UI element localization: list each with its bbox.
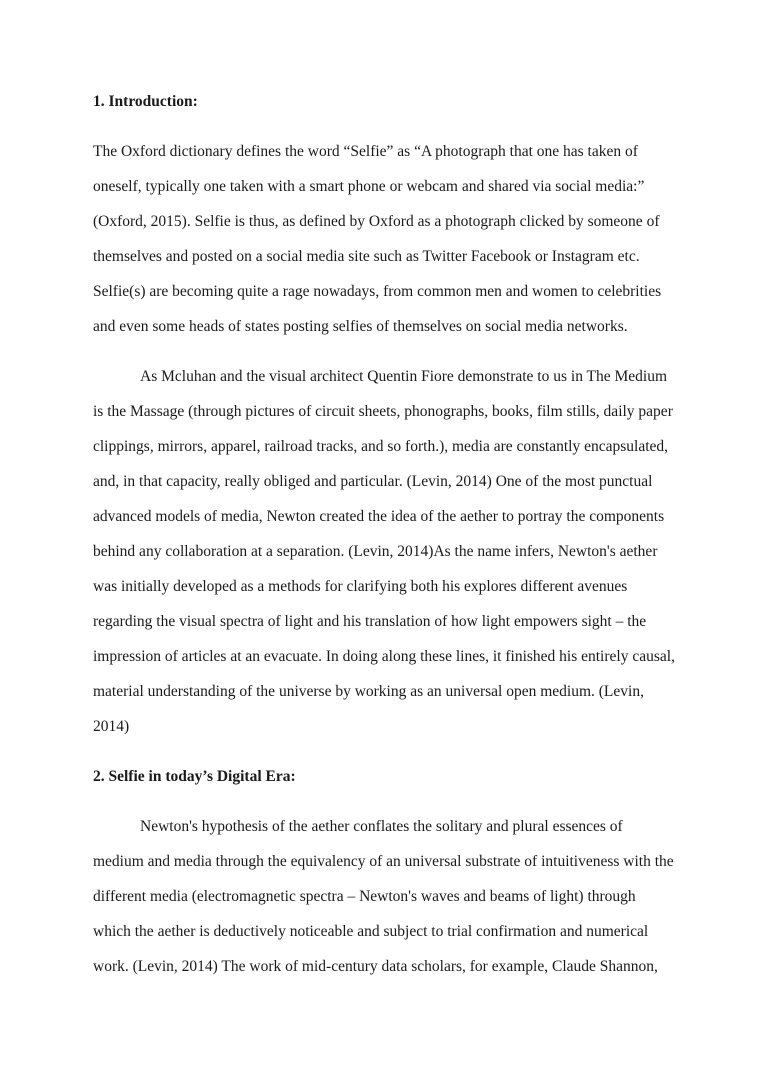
section-1-heading: 1. Introduction: bbox=[93, 93, 198, 110]
paragraph-line: different media (electromagnetic spectra – Newton's waves and beams of light) through bbox=[93, 888, 636, 905]
paragraph-line: regarding the visual spectra of light and his translation of how light empowers sight – the bbox=[93, 613, 647, 630]
paragraph-line: (Oxford, 2015). Selfie is thus, as defined by Oxford as a photograph clicked by someone of bbox=[93, 213, 660, 230]
paragraph-line: behind any collaboration at a separation. (Levin, 2014)As the name infers, Newton's aether bbox=[93, 543, 658, 560]
paragraph-line: As Mcluhan and the visual architect Quentin Fiore demonstrate to us in The Medium bbox=[140, 368, 668, 385]
paragraph-line: material understanding of the universe by working as an universal open medium. (Levin, bbox=[93, 683, 644, 700]
paragraph-line: and, in that capacity, really obliged and particular. (Levin, 2014) One of the most punctual bbox=[93, 473, 653, 490]
section-2-heading: 2. Selfie in today’s Digital Era: bbox=[93, 768, 296, 785]
paragraph-line: clippings, mirrors, apparel, railroad tracks, and so forth.), media are constantly encapsulated, bbox=[93, 438, 669, 455]
paragraph-line: themselves and posted on a social media site such as Twitter Facebook or Instagram etc. bbox=[93, 248, 640, 265]
paragraph-line: 2014) bbox=[93, 718, 130, 735]
paragraph-line: Selfie(s) are becoming quite a rage nowadays, from common men and women to celebrities bbox=[93, 283, 662, 300]
paragraph-line: and even some heads of states posting selfies of themselves on social media networks. bbox=[93, 318, 628, 335]
paragraph-line: The Oxford dictionary defines the word “Selfie” as “A photograph that one has taken of bbox=[93, 143, 638, 160]
paragraph-line: oneself, typically one taken with a smart phone or webcam and shared via social media:” bbox=[93, 178, 645, 195]
paragraph-line: medium and media through the equivalency of an universal substrate of intuitiveness with the bbox=[93, 853, 674, 870]
paragraph-line: work. (Levin, 2014) The work of mid-century data scholars, for example, Claude Shannon, bbox=[93, 958, 658, 975]
paragraph-line: which the aether is deductively noticeable and subject to trial confirmation and numerical bbox=[93, 923, 649, 940]
paragraph-line: is the Massage (through pictures of circuit sheets, phonographs, books, film stills, daily paper bbox=[93, 403, 673, 420]
paragraph-line: advanced models of media, Newton created the idea of the aether to portray the components bbox=[93, 508, 665, 525]
paragraph-line: was initially developed as a methods for clarifying both his explores different avenues bbox=[93, 578, 628, 595]
paragraph-line: impression of articles at an evacuate. In doing along these lines, it finished his entirely causal, bbox=[93, 648, 675, 665]
paragraph-line: Newton's hypothesis of the aether conflates the solitary and plural essences of bbox=[140, 818, 623, 835]
